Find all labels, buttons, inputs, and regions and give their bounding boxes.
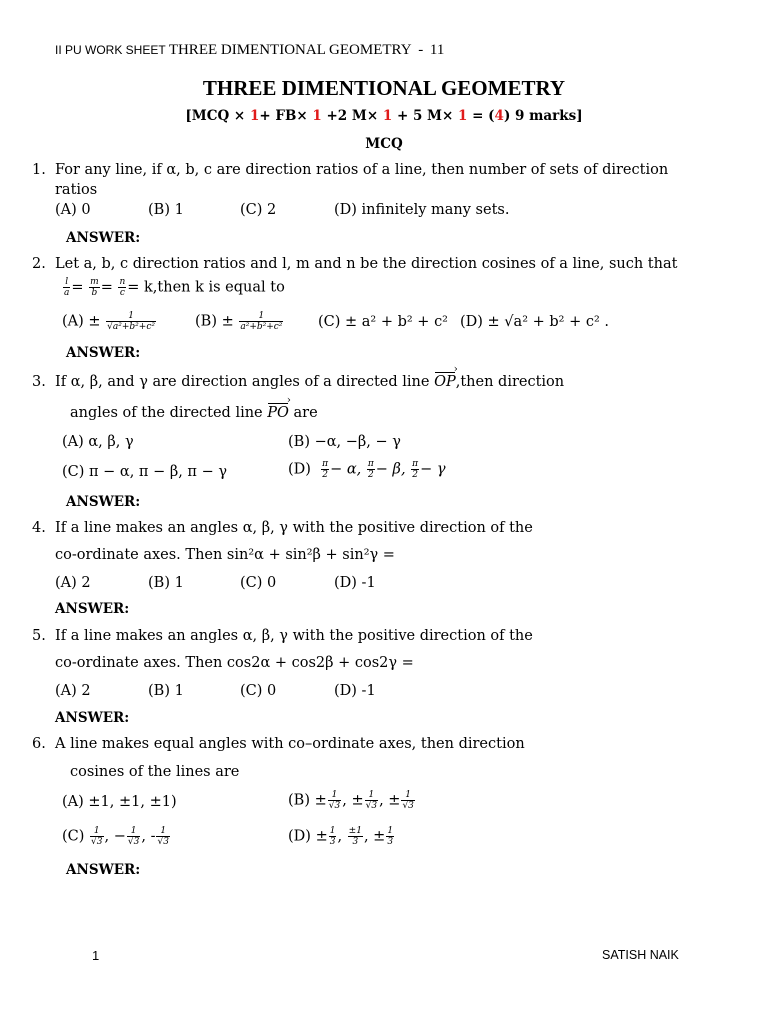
comma: , (104, 828, 110, 845)
q3-text-end: ,then direction (455, 374, 565, 390)
frac-1-3 (386, 826, 394, 847)
q6-answer-label: ANSWER: (66, 862, 141, 878)
header-number: 11 (429, 42, 445, 58)
header-subject: THREE DIMENTIONAL GEOMETRY (168, 42, 412, 58)
q3-answer-label: ANSWER: (66, 494, 141, 510)
q5-option-c: (C) 0 (240, 683, 277, 699)
frac-den: c (119, 288, 125, 298)
marks-red: 1 (382, 108, 393, 124)
sign: ± (314, 792, 327, 809)
marks-part: [MCQ × (185, 108, 250, 124)
frac-pi-2 (367, 459, 375, 480)
marks-red: 1 (458, 108, 468, 124)
q5-option-a: (A) 2 (55, 683, 91, 699)
q2-option-a (62, 311, 157, 332)
comma: , (363, 828, 369, 845)
q4-text-cont: co-ordinate axes. Then sin²α + sin²β + sin²γ = (55, 547, 395, 563)
q6-option-a: (A) ±1, ±1, ±1) (62, 794, 177, 810)
sign: ± (315, 828, 328, 845)
frac-den: √3 (365, 801, 378, 811)
marks-part: = ( (467, 108, 495, 124)
sign: − (113, 828, 126, 845)
frac-den: √3 (328, 801, 341, 811)
frac-num: π (322, 459, 329, 469)
frac-num: π (412, 459, 419, 469)
frac-den: 3 (387, 837, 394, 847)
q6-text: A line makes equal angles with co–ordinate axes, then direction (55, 736, 525, 752)
frac-den: √3 (402, 801, 414, 811)
q4-text: If a line makes an angles α, β, γ with the positive direction of the (55, 520, 533, 536)
term: − β, (375, 461, 406, 478)
frac-num: n (119, 277, 126, 287)
frac-1-sqrt3 (328, 790, 341, 811)
frac-l-a (63, 277, 70, 298)
q5-text: If a line makes an angles α, β, γ with the positive direction of the (55, 628, 533, 644)
frac-1-sqrt3 (156, 826, 169, 847)
frac-num: 1 (156, 826, 169, 837)
comma: , (337, 828, 343, 845)
q6-number: 6. (32, 736, 46, 752)
q1-answer-label: ANSWER: (66, 230, 141, 246)
frac-num: 1 (106, 311, 156, 322)
frac-1-sqrt3 (365, 790, 378, 811)
author-name: SATISH NAIK (602, 948, 679, 962)
frac-1-sqrt3 (90, 826, 103, 847)
marks-red: 1 (249, 108, 260, 124)
q6-option-d (288, 826, 395, 847)
frac-num: 1 (365, 790, 378, 801)
frac-den: 2 (412, 470, 418, 480)
q4-answer-label: ANSWER: (55, 601, 130, 617)
q5-text-cont: co-ordinate axes. Then cos2α + cos2β + cos2γ = (55, 655, 414, 671)
q2-option-c: (C) ± a² + b² + c² (318, 314, 448, 330)
frac-num: l (63, 277, 70, 288)
q1-number: 1. (32, 162, 46, 178)
q3-text (55, 374, 564, 390)
option-label: (D) (288, 461, 311, 478)
sign: ± (351, 792, 364, 809)
frac-option-a (106, 311, 156, 332)
header-sep: - (418, 42, 424, 58)
frac-num: 1 (328, 790, 341, 801)
marks-red: 1 (312, 108, 322, 124)
sign: ± (373, 828, 386, 845)
q3-option-b: (B) −α, −β, − γ (288, 434, 401, 450)
page-title: THREE DIMENTIONAL GEOMETRY (202, 76, 566, 100)
q2-answer-label: ANSWER: (66, 345, 141, 361)
frac-den: 2 (367, 470, 374, 480)
section-heading: MCQ (365, 136, 403, 152)
page-header (55, 42, 444, 59)
page-number: 1 (92, 948, 100, 963)
comma: , (379, 792, 384, 809)
frac-1-sqrt3 (127, 826, 140, 847)
option-label: (D) (288, 828, 311, 845)
frac-1-3 (329, 826, 337, 847)
q3-option-d (288, 459, 446, 480)
comma: , (342, 792, 347, 809)
q1-option-a: (A) 0 (55, 202, 91, 218)
q3-text2-end: are (288, 405, 318, 421)
frac-n-c (118, 277, 126, 298)
q3-option-c: (C) π − α, π − β, π − γ (62, 464, 227, 480)
q5-option-b: (B) 1 (148, 683, 184, 699)
q3-text-start: If α, β, and γ are direction angles of a directed line (55, 374, 435, 390)
q5-answer-label: ANSWER: (55, 710, 130, 726)
frac-pi-2 (321, 459, 329, 480)
q6-option-b (288, 790, 416, 811)
frac-option-b (239, 311, 283, 332)
sign: ± (388, 792, 401, 809)
frac-den: 3 (329, 837, 336, 847)
term: − γ (420, 461, 446, 478)
frac-den: √3 (91, 837, 103, 847)
frac-1-sqrt3 (401, 790, 414, 811)
option-label: (A) ± (62, 313, 101, 330)
frac-num: 1 (401, 790, 414, 801)
frac-m-b (89, 277, 100, 298)
frac-den: √3 (157, 837, 169, 847)
q5-option-d: (D) -1 (334, 683, 376, 699)
q4-option-c: (C) 0 (240, 575, 277, 591)
frac-num: 1 (387, 826, 394, 836)
q4-option-a: (A) 2 (55, 575, 91, 591)
marks-part: +2 M× (321, 108, 383, 124)
frac-num: 1 (329, 826, 336, 836)
q3-option-a: (A) α, β, γ (62, 434, 134, 450)
q2-option-b (195, 311, 284, 332)
option-label: (B) ± (195, 313, 234, 330)
q4-number: 4. (32, 520, 46, 536)
q5-number: 5. (32, 628, 46, 644)
term: − α, (330, 461, 362, 478)
option-label: (C) (62, 828, 85, 845)
marks-part: + 5 M× (392, 108, 459, 124)
sign: - (150, 828, 156, 845)
frac-num: m (90, 277, 99, 287)
frac-pm1-3 (348, 826, 363, 847)
option-label: (B) (288, 792, 310, 809)
q4-option-d: (D) -1 (334, 575, 376, 591)
header-prefix: II PU WORK SHEET (55, 43, 166, 57)
q2-text: Let a, b, c direction ratios and l, m and n be the direction cosines of a line, such that (55, 256, 678, 272)
frac-num: 1 (127, 826, 140, 837)
q3-number: 3. (32, 374, 46, 390)
marks-part: ) 9 marks] (503, 108, 583, 124)
frac-den: √3 (127, 837, 140, 847)
frac-den: a²+b²+c² (240, 322, 283, 332)
vector-po: PO › (267, 405, 289, 421)
q2-number: 2. (32, 256, 46, 272)
frac-num: 1 (239, 311, 283, 322)
frac-num: 1 (90, 826, 103, 837)
marks-red: 4 (494, 108, 504, 124)
q1-option-c: (C) 2 (240, 202, 277, 218)
frac-den: 3 (352, 837, 359, 847)
q4-option-b: (B) 1 (148, 575, 184, 591)
frac-num: ±1 (348, 826, 362, 836)
frac-num: π (367, 459, 374, 469)
q6-option-c (62, 826, 171, 847)
q1-option-b: (B) 1 (148, 202, 184, 218)
frac-den: a (64, 288, 70, 298)
frac-pi-2 (411, 459, 419, 480)
marks-scheme (0, 108, 768, 124)
comma: , (141, 828, 146, 845)
marks-part: + FB× (259, 108, 313, 124)
q3-text2-start: angles of the directed line (70, 405, 268, 421)
q2-equation: $\frac{l}{a}$ = $\frac{m}{b}$ = $\frac{n}{c}$ = k,then k is equal to (64, 277, 285, 298)
q2-eq-tail: = k,then k is equal to (127, 279, 285, 296)
q1-option-d: (D) infinitely many sets. (334, 202, 510, 218)
vector-op: OP › (434, 374, 456, 390)
frac-den: 2 (322, 470, 328, 480)
q1-text-cont: ratios (55, 182, 98, 198)
q2-option-d: (D) ± √a² + b² + c² . (460, 314, 609, 330)
frac-den: √a²+b²+c² (107, 322, 155, 332)
frac-den: b (91, 288, 98, 298)
q3-text-cont (70, 405, 318, 421)
q6-text-cont: cosines of the lines are (70, 764, 240, 780)
q1-text: For any line, if α, b, c are direction ratios of a line, then number of sets of direction (55, 162, 669, 178)
